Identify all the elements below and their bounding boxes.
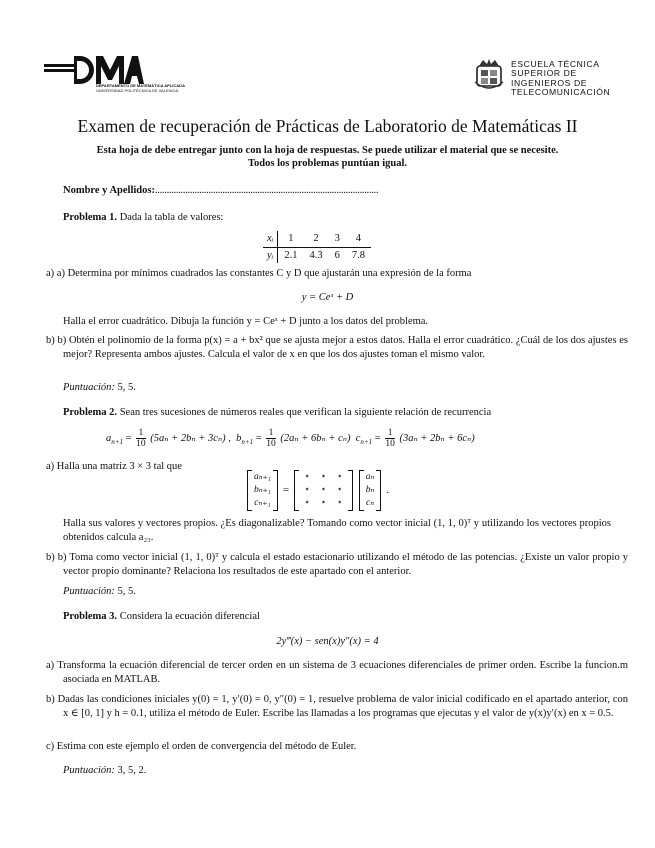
table-y-2: 4.3 [309,249,323,261]
rec-b-num: 1 [266,428,276,439]
etsit-line3: INGENIEROS DE [511,77,588,88]
problem3-score [63,764,146,778]
matrix-rhs-3: cₙ [366,498,375,508]
rec-b-frac [266,428,276,449]
matrix-lhs-3: cₙ₊₁ [254,498,271,508]
problem2-part-b [46,551,628,578]
matrix-rhs-2: bₙ [365,485,375,495]
table-x-3: 3 [329,231,346,247]
problem2-score [63,585,136,599]
etsit-line1: ESCUELA TÉCNICA [511,59,600,69]
problem3-a-text: Transforma la ecuación diferencial de tercer orden en un sistema de 3 ecuaciones diferenciales de primer orden. Escribe la funcion.m asociada en MATLAB. [57,660,628,685]
problem3-heading [63,610,260,624]
values-table [263,231,371,263]
matrix-mid-2: ⋆ ⋆ ⋆ [304,485,347,495]
table-x-1: 1 [278,231,304,247]
rec-c-num: 1 [385,428,395,439]
rec-a-frac [136,428,146,449]
problem2-a-label: a) [46,461,55,472]
problem2-part-a [46,460,182,474]
rec-a-num: 1 [136,428,146,439]
matrix-mid-1: ⋆ ⋆ ⋆ [304,472,347,482]
matrix-equation [247,470,394,511]
rec-c-lhs: c [355,432,361,444]
matrix-equals: = [282,484,290,497]
rec-a-sub: n+1 [111,438,123,446]
rec-c-rhs: (3aₙ + 2bₙ + 6cₙ) [399,432,475,444]
problem3-score-label: Puntuación: [63,765,115,776]
name-field[interactable] [63,184,378,198]
rec-c-sub: n+1 [360,438,373,446]
problem1-a-label: a) [46,268,55,279]
matrix-lhs [247,470,278,511]
problem3-b-text: Dadas las condiciones iniciales y(0) = 1, y′(0) = 0, y″(0) = 1, resuelve problema de valor inicial codificado en el apartado anterior, con x ∈ [0, 1] y h = 0.1, utiliza el método de Euler. Escribe las llamadas a los programas que ejecutas y el valor de y(x)y′(x) en x = 0.5. [57,694,628,719]
problem3-part-b [46,693,628,720]
problem1-a-text2: Halla el error cuadrático. Dibuja la función y = Ceˣ + D junto a los datos del problema. [63,316,429,327]
problem3-b-label: b) [46,694,55,705]
table-y-1: 2.1 [284,249,298,261]
matrix-end: . [386,484,390,497]
problem3-equation: 2y‴(x) − sen(x)y″(x) = 4 [276,636,379,647]
table-y-4: 7.8 [351,249,365,261]
problem2-b-text: b) Toma como vector inicial (1, 1, 0)ᵀ y calcula el estado estacionario utilizando el método de las potencias. ¿Existe un valor propio y vector propio dominante? Relaciona los resultados de este apartado con el anterior. [57,552,629,577]
problem2-b-label: b) [46,552,55,563]
recurrence-relations: $a_{n+1}$ = $\frac{1}{10}$ (5aₙ + 2bₙ + 3cₙ) , $b_{n+1}$ = $\frac{1}{10}$ (2aₙ + 6bₙ + cₙ) $c_{n+1}$ = $\frac{1}{10}$ (3aₙ + 2bₙ + 6cₙ) [106,428,475,449]
problem1-intro: Dada la tabla de valores: [119,212,224,223]
problem3-c-text: Estima con este ejemplo el orden de convergencia del método de Euler. [56,741,357,752]
rec-b-lhs: b [236,432,242,444]
rec-b-sub: n+1 [241,438,254,446]
problem2-a-text: Halla una matriz 3 × 3 tal que [56,461,182,472]
problem2-score-value: 5, 5. [117,586,136,597]
rec-a-den: 10 [136,439,146,449]
problem1-b-label: b) [46,335,55,346]
dma-subtitle-line2: UNIVERSIDAD POLITÉCNICA DE VALENCIA [96,87,179,93]
rec-c-frac [385,428,395,449]
problem3-part-c [46,740,356,754]
problem1-part-a [46,267,611,281]
name-label: Nombre y Apellidos: [63,185,155,196]
problem3-c-label: c) [46,741,55,752]
table-x-2: 2 [303,231,328,247]
matrix-rhs [359,470,382,511]
name-dots: ................................................................................................ [154,185,379,196]
table-x-header: xᵢ [263,231,278,247]
problem3-score-value: 3, 5, 2. [117,765,147,776]
problem2-score-label: Puntuación: [63,586,115,597]
matrix-mid [294,470,353,511]
table-y-header: yᵢ [263,247,278,263]
table-y-3: 6 [334,249,340,261]
rec-c-den: 10 [385,439,395,449]
problem3-part-a [46,659,628,686]
problem1-title: Problema 1. [63,212,118,223]
problem3-a-label: a) [46,660,55,671]
matrix-mid-3: ⋆ ⋆ ⋆ [304,498,347,508]
dma-subtitle-line1: DEPARTAMENTO DE MATEMÁTICA APLICADA [96,83,185,88]
problem2-title: Problema 2. [63,407,118,418]
etsit-line4: TELECOMUNICACIÓN [511,86,611,97]
problem3-intro: Considera la ecuación diferencial [119,611,260,622]
exam-title: Examen de recuperación de Prácticas de Laboratorio de Matemáticas II [77,116,578,136]
matrix-lhs-2: bₙ₊₁ [254,485,271,495]
problem1-score-value: 5, 5. [117,382,136,393]
problem2-intro: Sean tres sucesiones de números reales que verifican la siguiente relación de recurrencia [119,407,492,418]
rec-a-lhs: a [106,432,112,444]
dma-logo [44,54,185,102]
dma-logo-mark [44,54,144,86]
problem1-heading [63,211,223,225]
problem3-title: Problema 3. [63,611,118,622]
etsit-line2: SUPERIOR DE [511,68,577,79]
problem1-score [63,381,136,395]
matrix-lhs-1: aₙ₊₁ [254,472,271,482]
problem1-part-b [46,334,628,361]
instructions-line1: Esta hoja de debe entregar junto con la hoja de respuestas. Se puede utilizar el material que se necesite. [96,145,559,156]
matrix-rhs-1: aₙ [365,472,375,482]
rec-b-rhs: (2aₙ + 6bₙ + cₙ) [280,432,351,444]
rec-b-den: 10 [266,439,276,449]
problem2-heading [63,406,491,420]
instructions-line2: Todos los problemas puntúan igual. [247,158,408,169]
table-x-4: 4 [346,231,371,247]
upv-crest-icon [473,58,505,92]
etsit-logo [473,58,623,102]
problem1-a-text: a) Determina por mínimos cuadrados las constantes C y D que ajustarán una expresión de la forma [56,268,472,279]
problem2-a-text2: Halla sus valores y vectores propios. ¿Es diagonalizable? Tomando como vector inicial (1, 1, 0)ᵀ y utilizando los vectores propios obtenidos calcula a₂₃. [63,518,611,543]
problem1-b-text: b) Obtén el polinomio de la forma p(x) = a + bx² que se ajusta mejor a estos datos. Halla el error cuadrático. ¿Cuál de los dos ajustes es mejor? Representa ambos ajustes. Calcula el valor de x en que los dos ajustes toman el mismo valor. [57,335,629,360]
rec-a-rhs: (5aₙ + 2bₙ + 3cₙ) , [150,432,231,444]
problem1-score-label: Puntuación: [63,382,115,393]
problem1-a-equation: y = Ceˣ + D [301,292,354,303]
